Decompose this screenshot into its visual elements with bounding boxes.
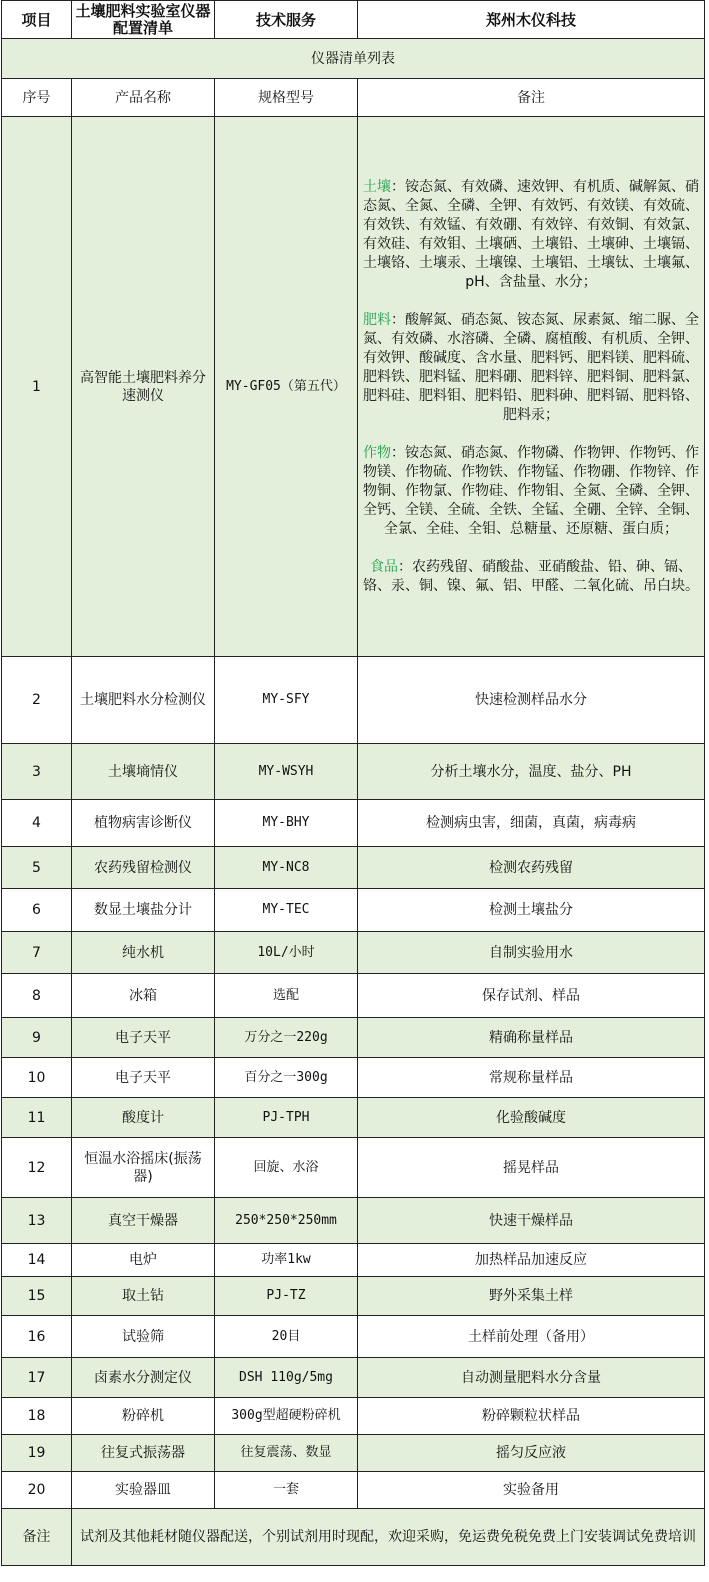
row-note: 快速干燥样品	[358, 1198, 705, 1244]
row-index: 11	[2, 1098, 72, 1138]
note-label-soil: 土壤	[363, 178, 391, 195]
row-spec: PJ-TZ	[215, 1277, 358, 1316]
row-product-name: 土壤肥料水分检测仪	[72, 657, 215, 744]
table-row	[2, 1138, 705, 1198]
row-index: 19	[2, 1435, 72, 1472]
row-note: 粉碎颗粒状样品	[358, 1398, 705, 1435]
row-spec: 一套	[215, 1472, 358, 1509]
row-product-name: 往复式振荡器	[72, 1435, 215, 1472]
row-spec: 选配	[215, 974, 358, 1018]
row-spec: 回旋、水浴	[215, 1138, 358, 1198]
table-row	[2, 1198, 705, 1244]
table-row	[2, 744, 705, 800]
remarks-row	[2, 1509, 705, 1566]
row-spec: MY-SFY	[215, 657, 358, 744]
row-index: 5	[2, 847, 72, 889]
row-note: 保存试剂、样品	[358, 974, 705, 1018]
remarks-label: 备注	[2, 1509, 72, 1566]
table-row	[2, 1472, 705, 1509]
row-note: 常规称量样品	[358, 1058, 705, 1098]
note-label-food: 食品	[370, 558, 398, 575]
column-header-row	[2, 79, 705, 117]
column-header-spec: 规格型号	[215, 79, 358, 117]
row-product-name: 农药残留检测仪	[72, 847, 215, 889]
row-spec: MY-BHY	[215, 800, 358, 847]
table-row	[2, 932, 705, 974]
table-row	[2, 1244, 705, 1277]
note-text-fertilizer: ：酸解氮、硝态氮、铵态氮、尿素氮、缩二脲、全氮、有效磷、水溶磷、全磷、腐植酸、有机质、全钾、有效钾、酸碱度、含水量、肥料钙、肥料镁、肥料硫、肥料铁、肥料锰、肥料硼、肥料锌、肥料铜、肥料氯、肥料硅、肥料钼、肥料铅、肥料砷、肥料镉、肥料铬、肥料汞；	[363, 311, 699, 423]
row-product-name: 电子天平	[72, 1058, 215, 1098]
row-spec: 万分之一220g	[215, 1018, 358, 1058]
table-row	[2, 1435, 705, 1472]
table-row	[2, 117, 705, 657]
instrument-list-table	[1, 0, 705, 1566]
table-row	[2, 974, 705, 1018]
row-index: 8	[2, 974, 72, 1018]
row-spec: MY-NC8	[215, 847, 358, 889]
row-product-name: 植物病害诊断仪	[72, 800, 215, 847]
row-spec: 300g型超硬粉碎机	[215, 1398, 358, 1435]
row-index: 16	[2, 1316, 72, 1358]
row-product-name: 粉碎机	[72, 1398, 215, 1435]
table-row	[2, 1398, 705, 1435]
row-spec: MY-TEC	[215, 889, 358, 932]
row-note: 精确称量样品	[358, 1018, 705, 1058]
column-header-note: 备注	[358, 79, 705, 117]
header-row	[2, 1, 705, 39]
row-product-name: 真空干燥器	[72, 1198, 215, 1244]
table-row	[2, 1018, 705, 1058]
row-index: 2	[2, 657, 72, 744]
row-note: 快速检测样品水分	[358, 657, 705, 744]
section-title-row	[2, 39, 705, 79]
note-paragraph-crop	[362, 444, 700, 539]
row-spec: DSH 110g/5mg	[215, 1358, 358, 1398]
row-product-name: 冰箱	[72, 974, 215, 1018]
note-text-crop: ：铵态氮、硝态氮、作物磷、作物钾、作物钙、作物镁、作物硫、作物铁、作物锰、作物硼、作物锌、作物铜、作物氯、作物硅、作物钼、全氮、全磷、全钾、全钙、全镁、全硫、全铁、全锰、全硼、全锌、全铜、全氯、全硅、全钼、总糖量、还原糖、蛋白质；	[363, 444, 699, 537]
table-row	[2, 889, 705, 932]
row-product-name: 恒温水浴摇床(振荡器)	[72, 1138, 215, 1198]
row-product-name: 取土钻	[72, 1277, 215, 1316]
row-product-name: 高智能土壤肥料养分速测仪	[72, 117, 215, 657]
row-note: 摇晃样品	[358, 1138, 705, 1198]
table-row	[2, 1358, 705, 1398]
row-index: 12	[2, 1138, 72, 1198]
row-spec: 10L/小时	[215, 932, 358, 974]
note-text-soil: ：铵态氮、有效磷、速效钾、有机质、碱解氮、硝态氮、全氮、全磷、全钾、有效钙、有效镁、有效硫、有效铁、有效锰、有效硼、有效锌、有效铜、有效氯、有效硅、有效钼、土壤硒、土壤铅、土壤砷、土壤镉、土壤铬、土壤汞、土壤镍、土壤铝、土壤钛、土壤氟、pH、含盐量、水分；	[363, 178, 699, 290]
table-row	[2, 1098, 705, 1138]
row-index: 4	[2, 800, 72, 847]
column-header-index: 序号	[2, 79, 72, 117]
row-note: 实验备用	[358, 1472, 705, 1509]
row-product-name: 电炉	[72, 1244, 215, 1277]
row-product-name: 数显土壤盐分计	[72, 889, 215, 932]
note-paragraph-fertilizer	[362, 311, 700, 425]
row-spec: PJ-TPH	[215, 1098, 358, 1138]
row-note: 自动测量肥料水分含量	[358, 1358, 705, 1398]
row-spec: 往复震荡、数显	[215, 1435, 358, 1472]
row-product-name: 土壤墒情仪	[72, 744, 215, 800]
row-spec: MY-GF05（第五代）	[215, 117, 358, 657]
row-product-name: 卤素水分测定仪	[72, 1358, 215, 1398]
row-index: 18	[2, 1398, 72, 1435]
column-header-name: 产品名称	[72, 79, 215, 117]
row-note: 加热样品加速反应	[358, 1244, 705, 1277]
row-product-name: 酸度计	[72, 1098, 215, 1138]
row-spec: 250*250*250mm	[215, 1198, 358, 1244]
row-note: 摇匀反应液	[358, 1435, 705, 1472]
row-note: 检测病虫害，细菌，真菌，病毒病	[358, 800, 705, 847]
row-index: 20	[2, 1472, 72, 1509]
note-paragraph-soil	[362, 178, 700, 292]
row-note: 化验酸碱度	[358, 1098, 705, 1138]
row-note: 自制实验用水	[358, 932, 705, 974]
remarks-text: 试剂及其他耗材随仪器配送，个别试剂用时现配，欢迎采购，免运费免税免费上门安装调试免费培训	[72, 1509, 705, 1566]
row-index: 9	[2, 1018, 72, 1058]
row-index: 7	[2, 932, 72, 974]
row-note: 检测农药残留	[358, 847, 705, 889]
row-index: 1	[2, 117, 72, 657]
row-spec: 20目	[215, 1316, 358, 1358]
note-text-food: ：农药残留、硝酸盐、亚硝酸盐、铅、砷、镉、铬、汞、铜、镍、氟、铝、甲醛、二氧化硫、吊白块。	[363, 558, 699, 594]
row-index: 15	[2, 1277, 72, 1316]
header-project: 项目	[2, 1, 72, 39]
row-spec: MY-WSYH	[215, 744, 358, 800]
row-index: 13	[2, 1198, 72, 1244]
row-index: 3	[2, 744, 72, 800]
row-index: 10	[2, 1058, 72, 1098]
note-paragraph-food	[362, 558, 700, 596]
table-row	[2, 1316, 705, 1358]
row-note	[358, 117, 705, 657]
row-product-name: 试验筛	[72, 1316, 215, 1358]
row-product-name: 实验器皿	[72, 1472, 215, 1509]
table-row	[2, 800, 705, 847]
note-label-crop: 作物	[363, 444, 391, 461]
row-note: 土样前处理（备用）	[358, 1316, 705, 1358]
row-product-name: 电子天平	[72, 1018, 215, 1058]
row-note: 检测土壤盐分	[358, 889, 705, 932]
table-row	[2, 657, 705, 744]
row-note: 分析土壤水分，温度、盐分、PH	[358, 744, 705, 800]
table-row	[2, 1058, 705, 1098]
row-spec: 功率1kw	[215, 1244, 358, 1277]
table-row	[2, 1277, 705, 1316]
note-label-fertilizer: 肥料	[363, 311, 391, 328]
row-index: 17	[2, 1358, 72, 1398]
row-index: 14	[2, 1244, 72, 1277]
row-product-name: 纯水机	[72, 932, 215, 974]
header-company: 郑州木仪科技	[358, 1, 705, 39]
row-note: 野外采集土样	[358, 1277, 705, 1316]
header-document-title: 土壤肥料实验室仪器配置清单	[72, 1, 215, 39]
section-title: 仪器清单列表	[2, 39, 705, 79]
header-tech-service: 技术服务	[215, 1, 358, 39]
row-index: 6	[2, 889, 72, 932]
row-spec: 百分之一300g	[215, 1058, 358, 1098]
table-row	[2, 847, 705, 889]
